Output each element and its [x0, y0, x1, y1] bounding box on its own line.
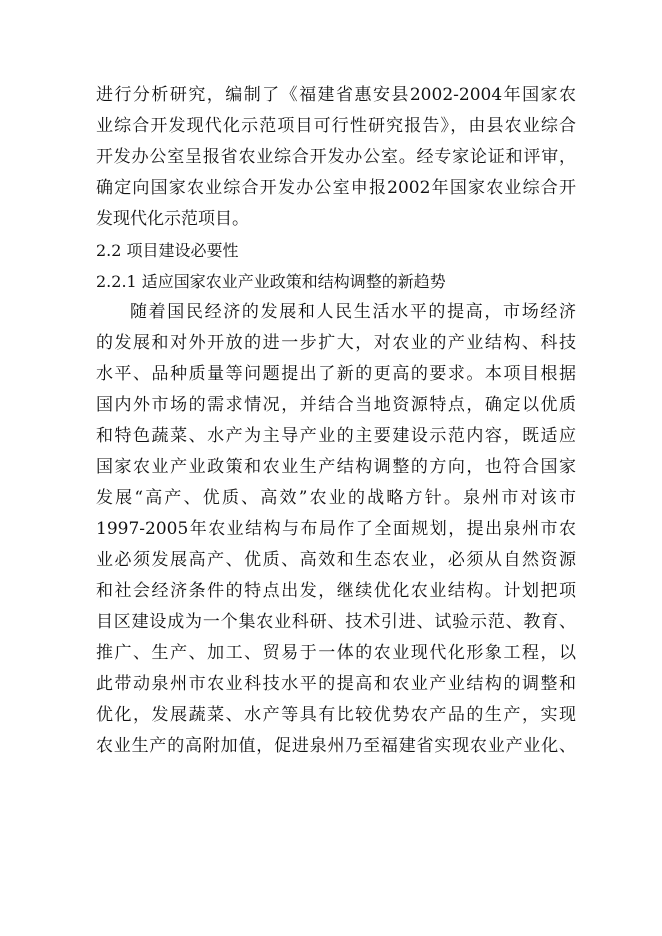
paragraph-line: 和社会经济条件的特点出发，继续优化农业结构。计划把项 — [96, 581, 576, 601]
paragraph-line: 目区建设成为一个集农业科研、技术引进、试验示范、教育、 — [96, 612, 576, 632]
paragraph-line: 业必须发展高产、优质、高效和生态农业，必须从自然资源 — [96, 550, 576, 570]
subsection-heading: 2.2.1 适应国家农业产业政策和结构调整的新趋势 — [96, 272, 446, 291]
paragraph-line: 优化，发展蔬菜、水产等具有比较优势农产品的生产，实现 — [96, 705, 576, 725]
paragraph-line: 农业生产的高附加值，促进泉州乃至福建省实现农业产业化、 — [96, 736, 576, 756]
paragraph-policy-adaptation — [96, 297, 576, 762]
paragraph-line: 的发展和对外开放的进一步扩大，对农业的产业结构、科技 — [96, 333, 576, 353]
paragraph-line: 1997-2005年农业结构与布局作了全面规划，提出泉州市农 — [96, 519, 576, 539]
document-body — [96, 80, 576, 762]
paragraph-line: 推广、生产、加工、贸易于一体的农业现代化形象工程，以 — [96, 643, 576, 663]
paragraph-line: 确定向国家农业综合开发办公室申报2002年国家农业综合开 — [96, 178, 576, 198]
paragraph-line: 此带动泉州市农业科技水平的提高和农业产业结构的调整和 — [96, 674, 576, 694]
paragraph-line: 发现代化示范项目。 — [96, 209, 249, 229]
paragraph-line: 水平、品种质量等问题提出了新的更高的要求。本项目根据 — [96, 364, 576, 384]
paragraph-line: 国家农业产业政策和农业生产结构调整的方向，也符合国家 — [96, 457, 576, 477]
paragraph-line: 进行分析研究，编制了《福建省惠安县2002-2004年国家农 — [96, 85, 576, 105]
paragraph-project-application — [96, 80, 576, 235]
paragraph-line: 开发办公室呈报省农业综合开发办公室。经专家论证和评审， — [96, 147, 576, 167]
paragraph-line: 业综合开发现代化示范项目可行性研究报告》，由县农业综合 — [96, 116, 576, 136]
paragraph-line: 发展“高产、优质、高效”农业的战略方针。泉州市对该市 — [96, 488, 576, 508]
paragraph-line: 国内外市场的需求情况，并结合当地资源特点，确定以优质 — [96, 395, 576, 415]
paragraph-line: 和特色蔬菜、水产为主导产业的主要建设示范内容，既适应 — [96, 426, 576, 446]
section-heading: 2.2 项目建设必要性 — [96, 241, 239, 260]
paragraph-line: 随着国民经济的发展和人民生活水平的提高，市场经济 — [130, 302, 576, 322]
